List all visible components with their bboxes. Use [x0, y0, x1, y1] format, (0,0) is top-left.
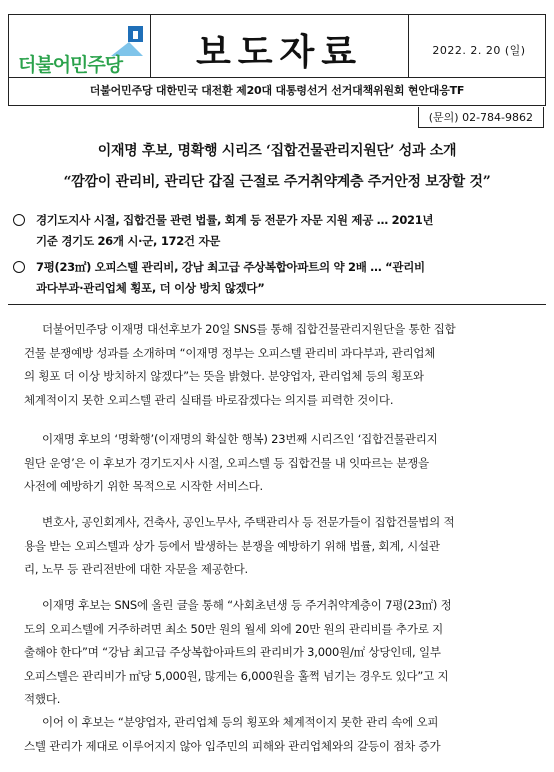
paragraph-line: 건물 분쟁예방 성과를 소개하며 “이재명 정부는 오피스텔 관리비 과다부과, 관리업체 [24, 345, 436, 360]
paragraph-line: 스텔 관리가 제대로 이루어지지 않아 입주민의 피해와 관리업체와의 갈등이 점차 증가 [24, 738, 441, 753]
bullet-line: 경기도지사 시절, 집합건물 관련 법률, 회계 등 전문가 자문 지원 제공 … 2021년 [36, 213, 434, 227]
document-title: 보도자료 [195, 32, 364, 73]
bullet-line: 과다부과·관리업체 횡포, 더 이상 방치 않겠다” [36, 281, 265, 295]
title-cell [151, 15, 409, 77]
release-date: 2022. 2. 20 (일) [432, 44, 526, 57]
paragraph-line: 이재명 후보의 ‘명확행’(이재명의 확실한 행복) 23번째 시리즈인 ‘집합건물관리지 [42, 432, 438, 446]
bullet-line: 기준 경기도 26개 시·군, 172건 자문 [36, 234, 221, 248]
paragraph-line: 체계적이지 못한 오피스텔 관리 실태를 바로잡겠다는 의지를 피력한 것이다. [24, 392, 394, 407]
body-paragraph [24, 428, 538, 499]
paragraph-line: 적했다. [24, 692, 61, 706]
bullet-circle-icon [13, 261, 25, 273]
paragraph-line: 사전에 예방하기 위한 목적으로 시작한 서비스다. [24, 479, 263, 493]
headline-main: 이재명 후보, 명확행 시리즈 ‘집합건물관리지원단’ 성과 소개 [97, 143, 457, 159]
press-release-header [8, 14, 546, 106]
paragraph-line: 오피스텔은 관리비가 ㎡당 5,000원, 많게는 6,000원을 훌쩍 넘기는 경우도 있다”고 지 [24, 668, 449, 683]
paragraph-line: 의 횡포 더 이상 방치하지 않겠다”는 뜻을 밝혔다. 분양업자, 관리업체 등의 횡포와 [24, 369, 424, 383]
paragraph-line: 도의 오피스텔에 거주하려면 최소 50만 원의 월세 외에 20만 원의 관리비를 추가로 지 [24, 621, 444, 636]
summary-bullet [13, 257, 543, 299]
paragraph-line: 출해야 한다”며 “강남 최고급 주상복합아파트의 관리비가 3,000원/㎡ 상당인데, 일부 [24, 645, 441, 659]
paragraph-line: 이재명 후보는 SNS에 올린 글을 통해 “사회초년생 등 주거취약계층이 7평(23㎡) 정 [42, 598, 452, 612]
bullet-line: 7평(23㎡) 오피스텔 관리비, 강남 최고급 주상복합아파트의 약 2배 … “관리비 [36, 260, 425, 274]
headline-quote: “깜깜이 관리비, 관리단 갑질 근절로 주거취약계층 주거안정 보장할 것” [63, 174, 491, 190]
body-paragraph [24, 711, 538, 758]
paragraph-line: 이어 이 후보는 “분양업자, 관리업체 등의 횡포와 체계적이지 못한 관리 속에 오피 [42, 715, 439, 729]
paragraph-line: 변호사, 공인회계사, 건축사, 공인노무사, 주택관리사 등 전문가들이 집합건물법의 적 [42, 515, 455, 529]
contact-info: (문의) 02-784-9862 [418, 107, 544, 128]
summary-bullet [13, 210, 543, 252]
body-paragraph [24, 511, 538, 582]
body-paragraph [24, 594, 538, 712]
party-logo-text: 더불어민주당 [18, 54, 123, 76]
body-paragraph [24, 318, 538, 412]
paragraph-line: 더불어민주당 이재명 대선후보가 20일 SNS를 통해 집합건물관리지원단을 통한 집합 [42, 322, 456, 336]
section-divider [8, 304, 546, 305]
paragraph-line: 원단 운영’은 이 후보가 경기도지사 시절, 오피스텔 등 집합건물 내 잇따르는 분쟁을 [24, 455, 429, 470]
paragraph-line: 용을 받는 오피스텔과 상가 등에서 발생하는 분쟁을 예방하기 위해 법률, 회계, 시설관 [24, 538, 440, 553]
bullet-circle-icon [13, 214, 25, 226]
paragraph-line: 리, 노무 등 관리전반에 대한 자문을 제공한다. [24, 562, 249, 576]
organization-line: 더불어민주당 대한민국 대전환 제20대 대통령선거 선거대책위원회 현안대응TF [9, 77, 545, 105]
party-logo [9, 15, 151, 77]
